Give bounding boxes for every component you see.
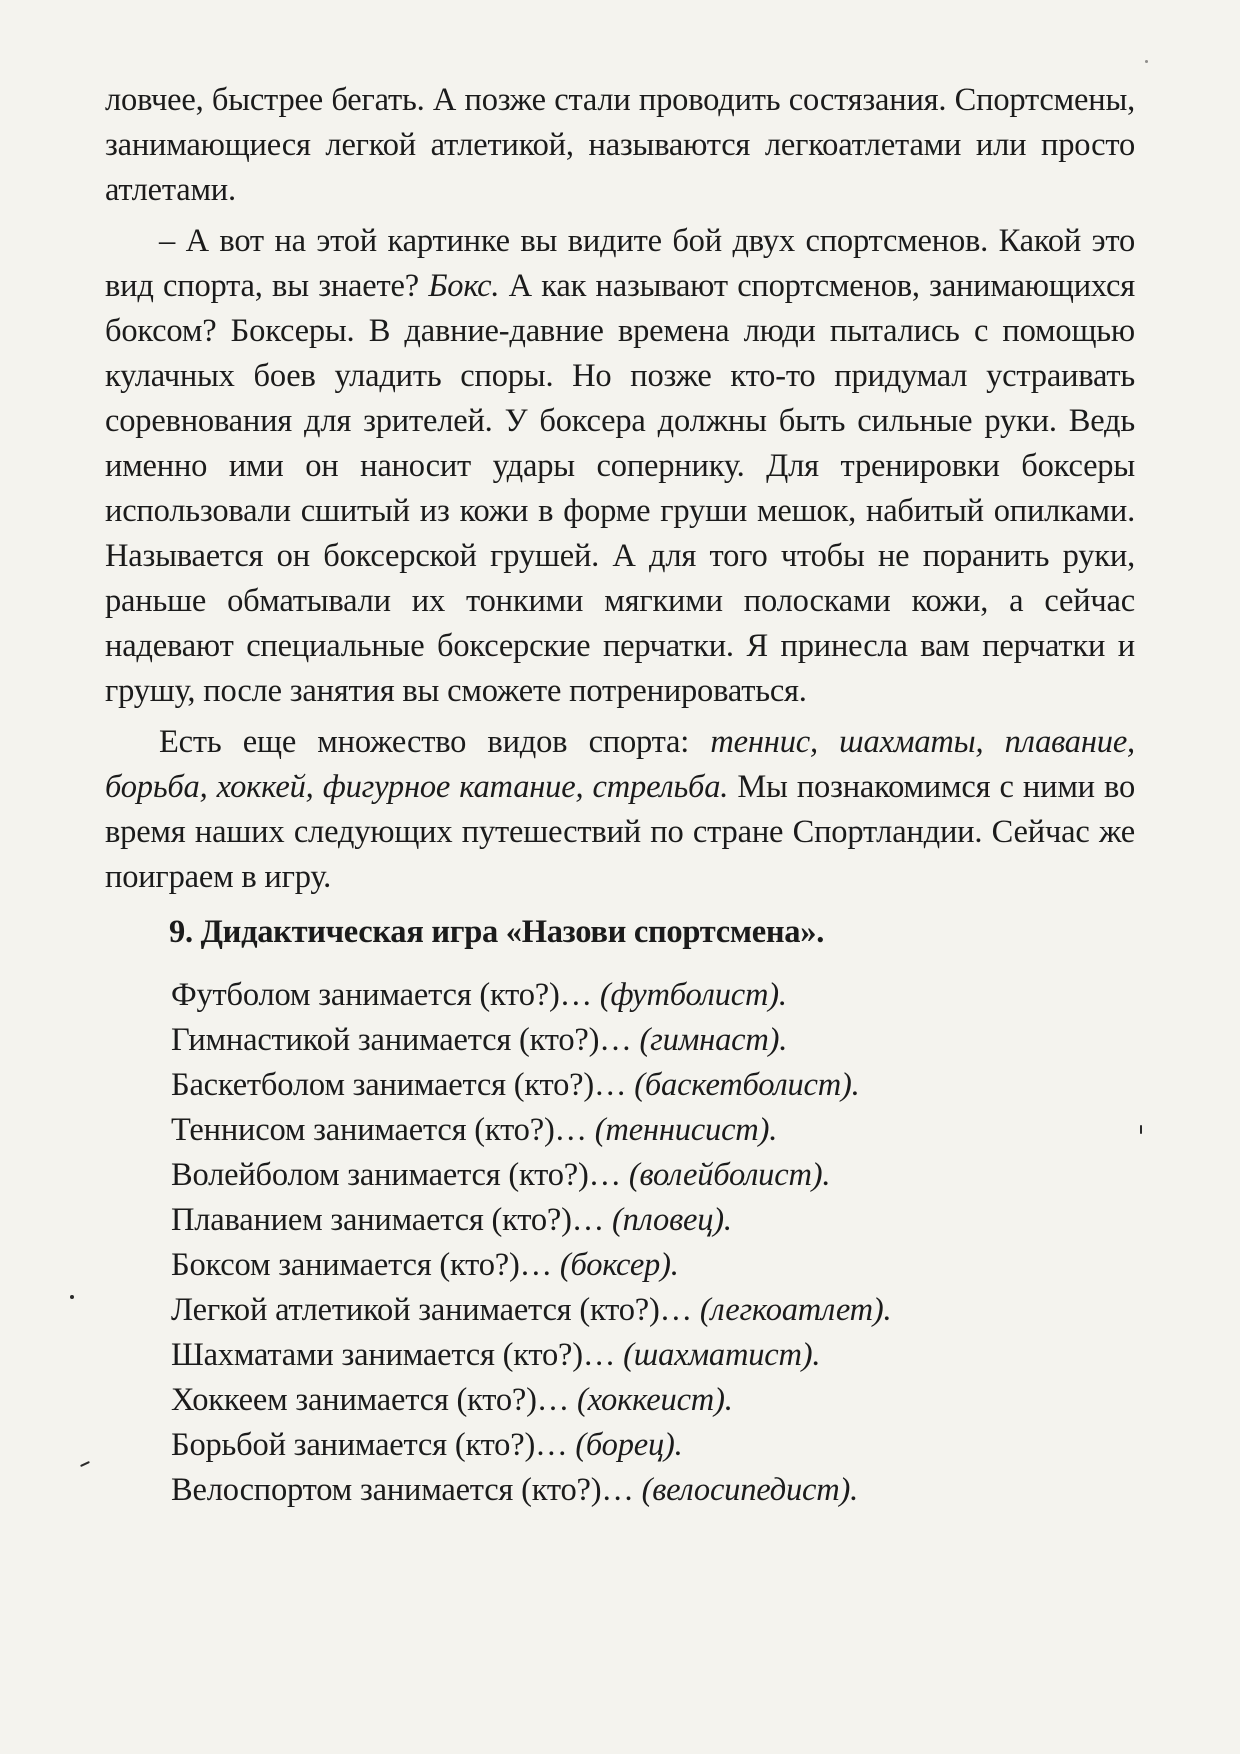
game-answer: (пловец). (611, 1202, 732, 1238)
game-answer: (легкоатлет). (699, 1292, 892, 1328)
game-line (171, 1063, 1135, 1108)
game-line (171, 1423, 1135, 1468)
game-answer: (теннисист). (594, 1112, 778, 1148)
game-question: Плаванием занимается (кто?)… (171, 1202, 612, 1238)
paragraph-sports-italic: теннис, шахматы, плавание, борьба, хоккей, фигурное катание, стрельба. (105, 724, 1135, 805)
game-line (171, 1288, 1135, 1333)
paragraph-boxing (105, 219, 1135, 714)
game-line (171, 1153, 1135, 1198)
scan-speck (1145, 60, 1148, 63)
game-question: Волейболом занимается (кто?)… (171, 1157, 629, 1193)
game-line (171, 1018, 1135, 1063)
paragraph-boxing-italic: Бокс. (428, 268, 500, 304)
paragraph-sports-part-1: Есть еще множество видов спорта: (159, 724, 711, 760)
game-answer: (велосипедист). (641, 1472, 859, 1508)
paragraph-sports-list (105, 720, 1135, 900)
game-line (171, 1108, 1135, 1153)
game-question: Борьбой занимается (кто?)… (171, 1427, 576, 1463)
scan-speck (80, 1461, 90, 1467)
paragraph-sports-part-2: Мы познакомимся с ними во время наших следующих путешествий по стране Спортландии. Сейчас же поиграем в игру. (105, 769, 1136, 895)
game-answer: (борец). (575, 1427, 683, 1463)
game-answer: (боксер). (559, 1247, 679, 1283)
paragraph-boxing-part-1: – А вот на этой картинке вы видите бой двух спортсменов. Какой это вид спорта, вы знаете? (105, 223, 1135, 304)
game-question: Велоспортом занимается (кто?)… (171, 1472, 642, 1508)
game-question: Теннисом занимается (кто?)… (171, 1112, 595, 1148)
game-question: Футболом занимается (кто?)… (171, 977, 600, 1013)
game-question: Гимнастикой занимается (кто?)… (171, 1022, 640, 1058)
scan-speck (70, 1295, 74, 1299)
game-question: Хоккеем занимается (кто?)… (171, 1382, 578, 1418)
game-answer: (футболист). (599, 977, 787, 1013)
game-question: Шахматами занимается (кто?)… (171, 1337, 624, 1373)
game-answer: (шахматист). (623, 1337, 821, 1373)
game-line (171, 1243, 1135, 1288)
game-question: Легкой атлетикой занимается (кто?)… (171, 1292, 700, 1328)
game-line (171, 1468, 1135, 1513)
game-line (171, 973, 1135, 1018)
game-list (105, 973, 1135, 1513)
game-question: Баскетболом занимается (кто?)… (171, 1067, 635, 1103)
game-answer: (волейболист). (628, 1157, 831, 1193)
paragraph-athletics: ловчее, быстрее бегать. А позже стали проводить состязания. Спортсмены, занимающиеся легкой атлетикой, называются легкоатлетами или просто атлетами. (105, 82, 1135, 208)
paragraph-boxing-part-2: А как называют спортсменов, занимающихся боксом? Боксеры. В давние-давние времена люди пытались с помощью кулачных боев уладить споры. Но позже кто-то придумал устраивать соревнования для зрителей. У боксера должны быть сильные руки. Ведь именно ими он наносит удары сопернику. Для тренировки боксеры использовали сшитый из кожи в форме груши мешок, набитый опилками. Называется он боксерской грушей. А для того чтобы не поранить руки, раньше обматывали их тонкими мягкими полосками кожи, а сейчас надевают специальные боксерские перчатки. Я принесла вам перчатки и грушу, после занятия вы сможете потренироваться. (105, 268, 1135, 709)
game-answer: (хоккеист). (577, 1382, 733, 1418)
game-line (171, 1333, 1135, 1378)
game-question: Боксом занимается (кто?)… (171, 1247, 560, 1283)
game-answer: (баскетболист). (634, 1067, 860, 1103)
page-content (105, 78, 1135, 1513)
game-heading: 9. Дидактическая игра «Назови спортсмена». (169, 914, 825, 950)
game-line (171, 1378, 1135, 1423)
game-line (171, 1198, 1135, 1243)
game-answer: (гимнаст). (639, 1022, 788, 1058)
scan-speck (1140, 1125, 1142, 1134)
